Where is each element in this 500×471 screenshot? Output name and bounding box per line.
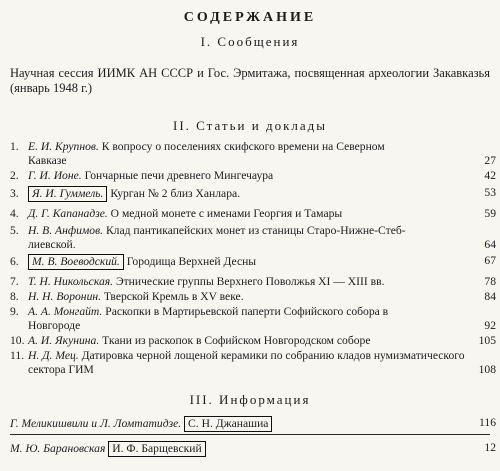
page-number: 42 (484, 169, 496, 182)
section-text-session: Научная сессия ИИМК АН СССР и Гос. Эрмитажа, посвященная археологии Закавказья (январь 1948 г.) (10, 66, 490, 95)
page-number: 105 (478, 334, 496, 347)
page-number: 67 (484, 254, 496, 267)
toc-entry: 9. А. А. Монгайт. Раскопки в Мартирьевской паперти Софийского собора в Новгороде 92 (10, 305, 496, 332)
divider (10, 434, 490, 435)
boxed-name: И. Ф. Барщевский (108, 441, 205, 457)
toc-entry: 2. Г. И. Ионе. Гончарные печи древнего Мингечаура 42 (10, 169, 496, 182)
info-entry: М. Ю. Барановская И. Ф. Барщевский 12 (10, 441, 496, 455)
page-number: 27 (484, 154, 496, 167)
toc-entry: 7. Т. Н. Никольская. Этнические группы Верхнего Поволжья XI — XIII вв. 78 (10, 275, 496, 288)
toc-entry: 8. Н. Н. Воронин. Тверской Кремль в XV веке. 84 (10, 290, 496, 303)
page-number: 116 (479, 416, 496, 429)
page-number: 59 (484, 207, 496, 220)
page-number: 64 (484, 238, 496, 251)
page-number: 108 (478, 363, 496, 376)
toc-entry: 10. А. И. Якунина. Ткани из раскопок в Софийском Новгородском соборе 105 (10, 334, 496, 347)
boxed-author: Я. И. Гуммель. (28, 186, 107, 202)
toc-entry: 3. Я. И. Гуммель. Курган № 2 близ Ханлара. 53 (10, 186, 496, 200)
page-number: 92 (484, 319, 496, 332)
toc-entry: 5. Н. В. Анфимов. Клад пантикапейских монет из станицы Старо-Нижне-Стеб- лиевской. 64 (10, 224, 496, 251)
boxed-author: М. В. Воеводский. (28, 254, 124, 270)
section-heading-information: III. Информация (189, 392, 311, 407)
info-entry: Г. Меликишвили и Л. Ломтатидзе. С. Н. Джанашиа 116 (10, 416, 496, 430)
page-number: 84 (484, 290, 496, 303)
section-heading-messages: I. Сообщения (200, 34, 300, 49)
toc-entry: 1. Е. И. Крупнов. К вопросу о поселениях скифского времени на Северном Кавказе 27 (10, 140, 496, 167)
toc-entry: 6. М. В. Воеводский. Городища Верхней Десны 67 (10, 254, 496, 268)
page-title: СОДЕРЖАНИЕ (183, 10, 317, 25)
toc-entry: 11. Н. Д. Мец. Датировка черной лощеной керамики по собранию кладов нумизматического сектора ГИМ 108 (10, 349, 496, 376)
boxed-name: С. Н. Джанашиа (184, 416, 272, 432)
toc-entry: 4. Д. Г. Капанадзе. О медной монете с именами Георгия и Тамары 59 (10, 207, 496, 220)
page-number: 12 (484, 441, 496, 454)
page-number: 53 (484, 186, 496, 199)
page-number: 78 (484, 275, 496, 288)
section-heading-articles: II. Статьи и доклады (173, 118, 327, 133)
